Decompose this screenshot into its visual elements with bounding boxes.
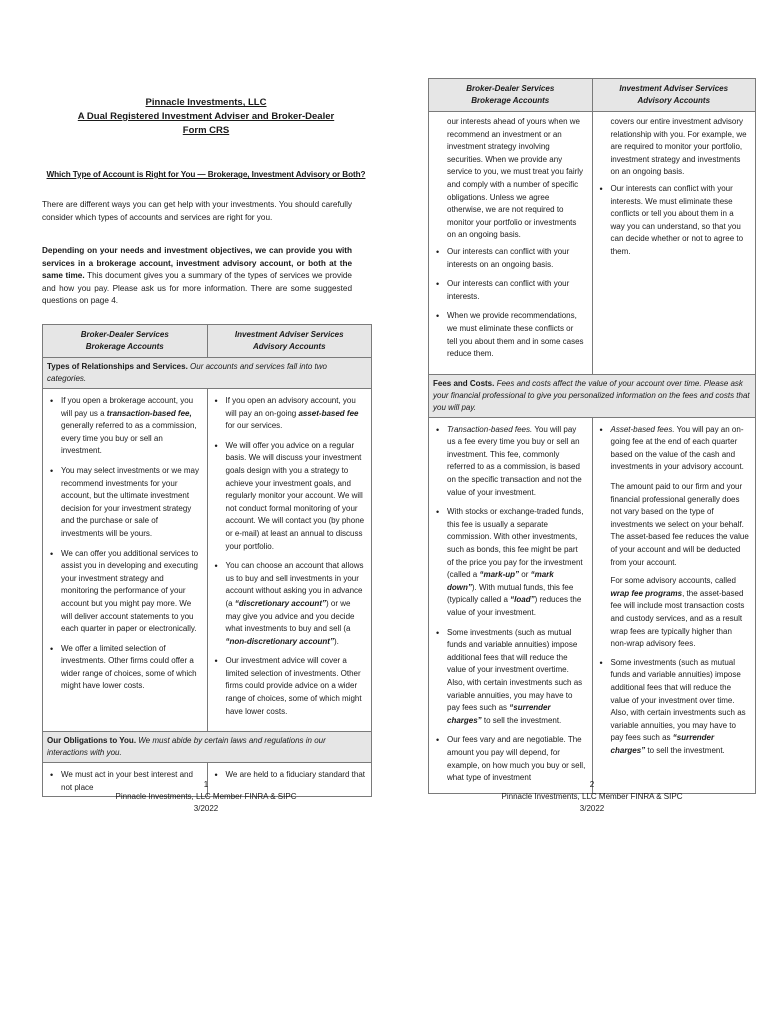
column-header-line: Advisory Accounts [252, 342, 326, 351]
company-name: Pinnacle Investments, LLC [145, 97, 267, 108]
brokerage-fees-cell [429, 417, 593, 793]
services-table-page-2 [428, 78, 756, 794]
column-header-line: Broker-Dealer Services [466, 84, 555, 93]
footer-firm: Pinnacle Investments, LLC Member FINRA & SIPC [115, 792, 297, 801]
emphasis: “surrender charges” [610, 733, 715, 755]
section-relationships [43, 358, 372, 389]
text: Some investments (such as mutual funds and variable annuities) impose additional fees that will reduce the value of your investment over time. Also, with certain investments such as variable annuities, you may have to pay fees such as [610, 657, 746, 743]
list-item [47, 395, 201, 458]
emphasis: “non-discretionary account” [225, 636, 334, 646]
section-title: Types of Relationships and Services. [47, 362, 188, 371]
document-header [40, 96, 372, 138]
text: If you open an advisory account, you will pay an on-going [225, 396, 356, 418]
list-item: • We can offer you additional services to assist you in developing and executing your investment strategy and monitoring the performance of your account but you might pay more. We will deliver account statements to you each quarter in paper or electronically. [47, 548, 201, 636]
text: If you open a brokerage account, you will pay us a [61, 396, 194, 418]
emphasis: Asset-based fees. [610, 424, 675, 434]
form-title: Form CRS [182, 125, 230, 136]
list-item: • We offer a limited selection of investments. Other firms could offer a wider range of choices, some of which might have lower costs. [47, 643, 201, 693]
text: for our services. [225, 421, 283, 431]
list-item [433, 506, 586, 619]
column-header-brokerage [43, 325, 208, 358]
text: ). With mutual funds, this fee (typically called a [447, 582, 574, 605]
section-note: We must abide by certain laws and regulations in our interactions with you. [47, 736, 326, 758]
advisory-services-cell [207, 389, 372, 732]
text: generally referred to as a commission, every time you buy or sell an investment. [61, 421, 197, 456]
emphasis: “discretionary account” [234, 598, 326, 608]
list-item: • We must act in your best interest and not place [47, 769, 201, 794]
text: ) reduces the value of your investment. [447, 595, 582, 617]
continued-text: our interests ahead of yours when we recommend an investment or an investment strategy involving securities. When we provide any service to you, we must treat you fairly and comply with a number of specific obligations. Unless we agree otherwise, we are not required to monitor your portfolio or investments on an ongoing basis. [447, 117, 584, 240]
footer-date: 3/2022 [579, 804, 605, 813]
account-type-question: Which Type of Account is Right for You — Brokerage, Investment Advisory or Both? [46, 170, 366, 179]
column-header-advisory [207, 325, 372, 358]
paragraph [593, 569, 756, 651]
continued-text: covers our entire investment advisory relationship with you. For example, we are required to monitor your portfolio, investment strategy and investments on an ongoing basis. [610, 117, 747, 177]
emphasis: transaction-based fee, [106, 408, 192, 418]
paragraph: The amount paid to our firm and your financial professional generally does not vary based on the type of investments we select on your behalf. The asset-based fee reduces the value of your account and will be deducted from your account. [610, 482, 749, 567]
list-item: • Our fees vary and are negotiable. The amount you pay will depend, for example, on how much you buy or sell, what type of investment [433, 734, 586, 784]
text: You will pay us a fee every time you buy or sell an investment. This fee, commonly referred to as a commission, is based on the specific transaction and not the value of your investment. [447, 424, 582, 497]
emphasis: “mark down” [447, 570, 554, 592]
column-header-line: Advisory Accounts [637, 96, 711, 105]
text: or [519, 570, 531, 580]
list-item [433, 627, 586, 728]
list-item: • We are held to a fiduciary standard that [212, 769, 366, 782]
text: to sell the investment. [645, 745, 725, 755]
column-header-brokerage [429, 79, 593, 112]
list-item [433, 424, 586, 500]
list-item [212, 560, 366, 648]
section-obligations [43, 732, 372, 763]
intro-paragraph: There are different ways you can get help with your investments. You should carefully consider which types of accounts and services are right for you. [42, 200, 352, 222]
column-header-line: Investment Adviser Services [619, 84, 729, 93]
intro-rest: This document gives you a summary of the types of services we provide and how you pay. Please ask us for more information. There are some suggested questions on page 4. [42, 271, 352, 305]
list-item: • Our interests can conflict with your interests on an ongoing basis. [433, 246, 586, 271]
page-number: 1 [203, 780, 209, 789]
text: With stocks or exchange-traded funds, this fee is usually a separate commission. With other investments, such as bonds, this fee might be part of the price you pay for the investment (called a [447, 507, 584, 580]
list-item [212, 395, 366, 433]
column-header-line: Investment Adviser Services [234, 330, 344, 339]
brokerage-obligations-cell [429, 112, 593, 375]
intro-paragraph-2 [42, 245, 352, 308]
intro-bold: Depending on your needs and investment objectives, we can provide you with services in a brokerage account, investment advisory account, or both at the same time. [42, 246, 352, 280]
list-item [597, 657, 750, 758]
page-footer [428, 779, 756, 815]
list-item [597, 424, 750, 474]
list-item: • Our investment advice will cover a limited selection of investments. Other firms could provide advice on a wider range of choices, some of which might have lower costs. [212, 655, 366, 718]
list-item: • We will offer you advice on a regular basis. We will discuss your investment goals design with you a strategy to achieve your investment goals, and regularly monitor your account. We will not conduct formal monitoring of your account. We will contact you (by phone or e-mail) at least an annual to discuss your portfolio. [212, 440, 366, 553]
text: , the asset-based fee will include most transaction costs and custody services, and as a result wrap fees are typically higher than non-wrap advisory fees. [610, 588, 745, 649]
section-title: Fees and Costs. [433, 378, 495, 388]
page-number: 2 [589, 780, 595, 789]
section-note: Our accounts and services fall into two categories. [47, 362, 327, 383]
emphasis: “mark-up” [479, 570, 520, 580]
footer-firm: Pinnacle Investments, LLC Member FINRA & SIPC [501, 792, 683, 801]
column-header-line: Broker-Dealer Services [80, 330, 169, 339]
page-footer [40, 779, 372, 815]
emphasis: “load” [510, 595, 535, 605]
advisory-obligations-cell [592, 112, 756, 375]
emphasis: “surrender charges” [447, 703, 551, 725]
emphasis: wrap fee programs [610, 588, 683, 598]
text: ). [333, 636, 339, 646]
list-item: • Our interests can conflict with your interests. We must eliminate these conflicts or tell you about them in a way you can understand, so that you can decide whether or not to agree to them. [597, 183, 750, 259]
advisory-fees-cell [592, 417, 756, 793]
section-title: Our Obligations to You. [47, 736, 137, 746]
text: You will pay an on-going fee at the end of each quarter based on the value of the cash and investments in your advisory account. [610, 424, 744, 472]
list-item: • When we provide recommendations, we must eliminate these conflicts or tell you about them and in some cases reduce them. [433, 310, 586, 360]
column-header-advisory [592, 79, 756, 112]
footer-date: 3/2022 [193, 804, 219, 813]
brokerage-services-cell [43, 389, 208, 732]
text: For some advisory accounts, called [610, 576, 736, 586]
column-header-line: Brokerage Accounts [85, 342, 164, 351]
text: to sell the investment. [481, 715, 562, 725]
list-item: • Our interests can conflict with your interests. [433, 278, 586, 303]
text: Some investments (such as mutual funds and variable annuities) impose additional fees that will reduce the value of your investment overtime. Also, with certain investments such as variable annuities, you may have to pay fees such as [447, 627, 583, 713]
text: ) or we may give you advice and you decide what investments to buy and sell (a [225, 598, 355, 634]
section-note: Fees and costs affect the value of your account over time. Please ask your financial professional to give you personalized information on the fees and costs that you will pay. [433, 378, 750, 412]
emphasis: Transaction-based fees. [447, 424, 533, 434]
services-table-page-1 [42, 324, 372, 797]
emphasis: asset-based fee [298, 408, 359, 418]
column-header-line: Brokerage Accounts [471, 96, 550, 105]
section-fees-costs [429, 374, 756, 417]
document-subtitle: A Dual Registered Investment Adviser and Broker-Dealer [77, 111, 335, 122]
text: You can choose an account that allows us to buy and sell investments in your account without asking you in advance (a [225, 561, 364, 608]
list-item: • You may select investments or we may recommend investments for your account, but the ultimate investment decision for your investment strategy and the purchase or sale of investments will be yours. [47, 465, 201, 541]
